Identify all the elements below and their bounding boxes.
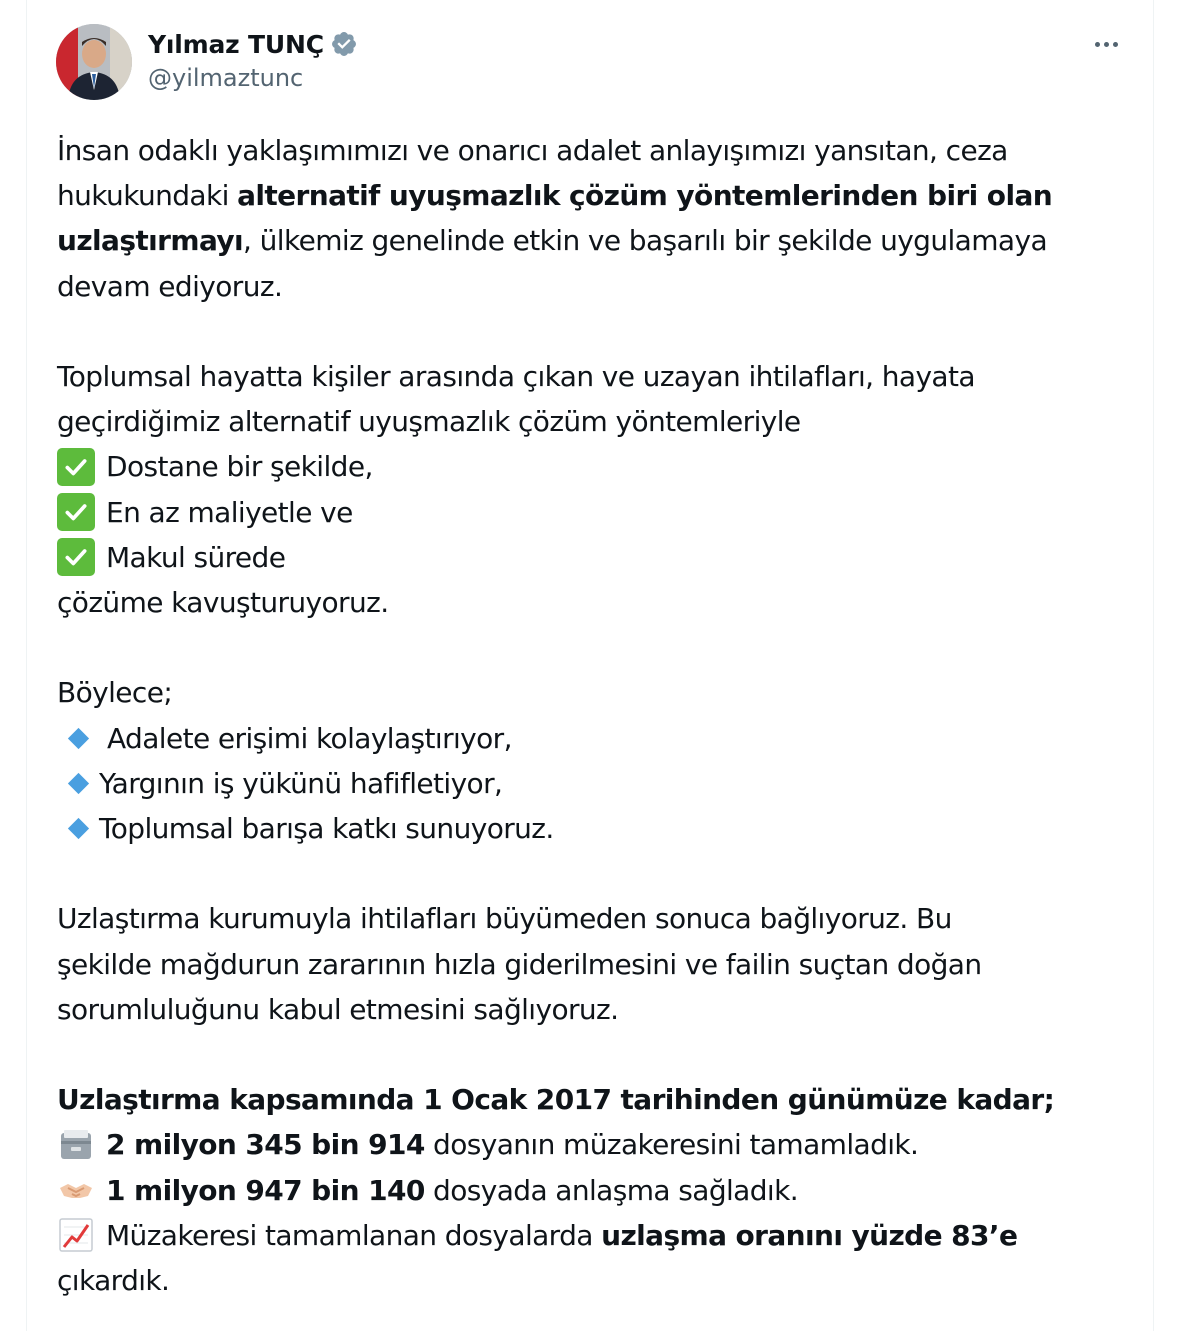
check-item	[57, 444, 1137, 489]
p5-end: çıkardık.	[57, 1263, 170, 1297]
p2-line-2: geçirdiğimiz alternatif uyuşmazlık çözüm yöntemleriyle	[57, 405, 801, 439]
check-mark-button-icon	[57, 493, 95, 531]
bullet-item	[57, 806, 1137, 851]
author-name-row	[148, 26, 358, 62]
bullet-text: Yargının iş yükünü hafifletiyor,	[99, 766, 503, 800]
bullet-item	[57, 761, 1137, 806]
more-options-icon[interactable]	[1088, 30, 1124, 58]
stat-value: 2 milyon 345 bin 914	[106, 1128, 425, 1162]
author-name[interactable]: Yılmaz TUNÇ	[148, 29, 324, 59]
p1-bold-word: uzlaştırmayı	[57, 224, 244, 258]
p4-line-3: sorumluluğunu kabul etmesini sağlıyoruz.	[57, 992, 619, 1026]
p1-bold-phrase: alternatif uyuşmazlık çözüm yöntemlerinden biri olan	[237, 179, 1053, 213]
stat-value: uzlaşma oranını yüzde 83’e	[601, 1218, 1018, 1252]
p1-line-1: İnsan odaklı yaklaşımımızı ve onarıcı adalet anlayışımızı yansıtan, ceza	[57, 134, 1008, 167]
check-item	[57, 535, 1137, 580]
paragraph-2	[57, 354, 1137, 444]
small-blue-diamond-icon	[57, 821, 99, 836]
bullet-text: Toplumsal barışa katkı sunuyoruz.	[99, 811, 554, 845]
stat-text: dosyada anlaşma sağladık.	[424, 1173, 798, 1207]
p1-line-2-start: hukukundaki	[57, 179, 238, 213]
author-handle[interactable]: @yilmaztunc	[148, 64, 304, 92]
avatar[interactable]	[56, 24, 132, 100]
check-item	[57, 490, 1137, 535]
bullet-item	[57, 716, 1137, 761]
p2-line-1: Toplumsal hayatta kişiler arasında çıkan ve uzayan ihtilafları, hayata	[57, 360, 975, 393]
small-blue-diamond-icon	[57, 776, 99, 791]
stat-item	[57, 1122, 1137, 1167]
stat-item	[57, 1168, 1137, 1213]
check-mark-button-icon	[57, 448, 95, 486]
check-item-text: Dostane bir şekilde,	[106, 450, 373, 484]
stat-item	[57, 1213, 1137, 1258]
check-mark-button-icon	[57, 538, 95, 576]
p1-line-3-rest: , ülkemiz genelinde etkin ve başarılı bir şekilde uygulamaya	[243, 224, 1048, 258]
stat-value: 1 milyon 947 bin 140	[106, 1173, 425, 1207]
small-blue-diamond-icon	[57, 731, 99, 746]
p2-end: çözüme kavuşturuyoruz.	[57, 585, 389, 619]
handshake-icon	[57, 1171, 95, 1209]
p3-intro: Böylece;	[57, 676, 173, 710]
check-item-text: Makul sürede	[106, 540, 286, 574]
p4-line-2: şekilde mağdurun zararının hızla giderilmesini ve failin suçtan doğan	[57, 947, 982, 981]
paragraph-4	[57, 896, 1137, 1032]
check-item-text: En az maliyetle ve	[106, 495, 353, 529]
paragraph-1	[57, 128, 1137, 309]
p4-line-1: Uzlaştırma kurumuyla ihtilafları büyümeden sonuca bağlıyoruz. Bu	[57, 902, 952, 936]
p5-heading	[57, 1077, 1137, 1122]
p1-line-4: devam ediyoruz.	[57, 269, 283, 303]
stat-text: dosyanın müzakeresini tamamladık.	[424, 1128, 919, 1162]
avatar-portrait-image	[56, 24, 132, 100]
bullet-text: Adalete erişimi kolaylaştırıyor,	[107, 721, 512, 755]
stat-text: Müzakeresi tamamlanan dosyalarda	[106, 1218, 602, 1252]
p5-heading-text: Uzlaştırma kapsamında 1 Ocak 2017 tarihinden günümüze kadar;	[57, 1083, 1055, 1117]
card-file-box-icon	[57, 1126, 95, 1164]
chart-increasing-icon	[57, 1216, 95, 1254]
tweet-text	[57, 128, 1137, 1303]
verified-badge-icon	[330, 30, 358, 58]
